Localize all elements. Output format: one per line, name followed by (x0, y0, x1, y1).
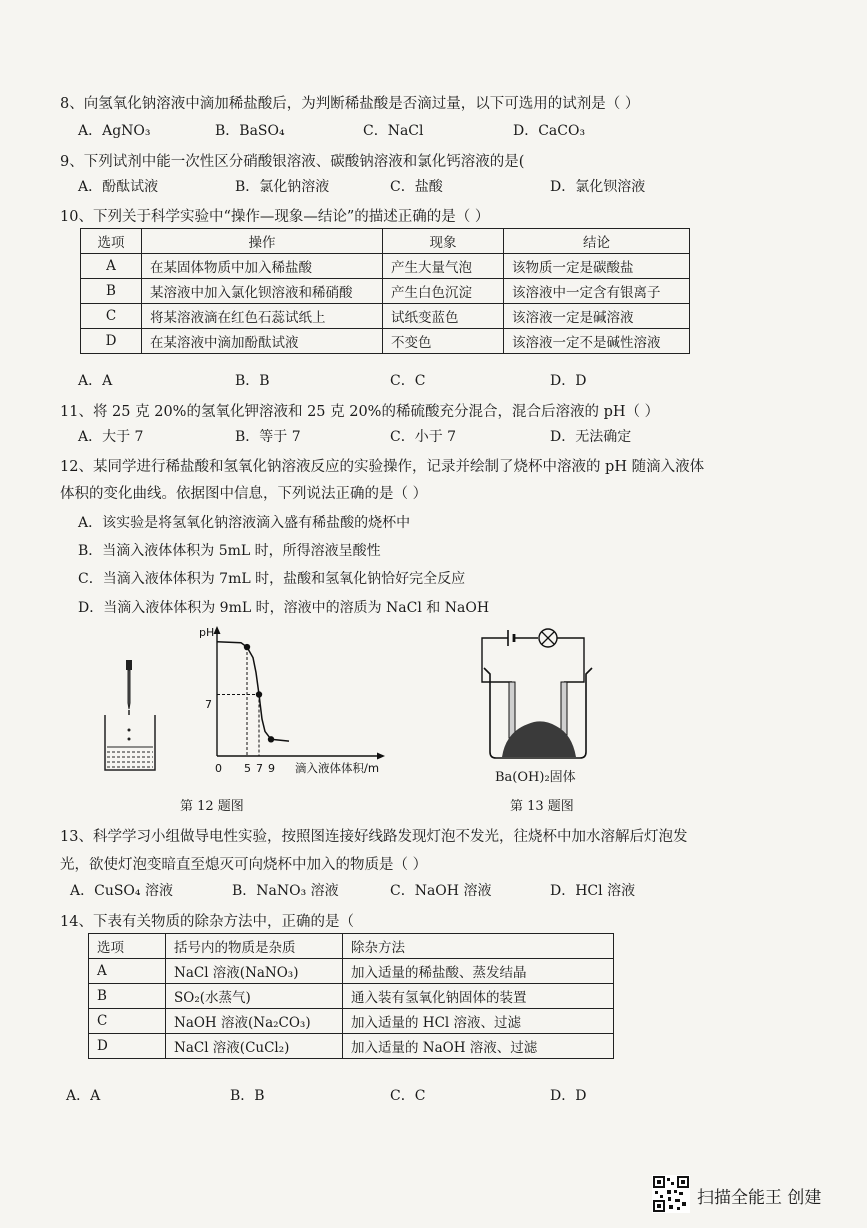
table-cell: 产生白色沉淀 (383, 279, 504, 304)
table-header-cell: 结论 (504, 229, 690, 254)
q12-option-a: A．该实验是将氢氧化钠溶液滴入盛有稀盐酸的烧杯中 (78, 515, 411, 531)
table-cell: D (89, 1034, 166, 1059)
table-header-cell: 选项 (81, 229, 142, 254)
table-cell: NaOH 溶液(Na₂CO₃) (166, 1009, 343, 1034)
q14-stem: 14、下表有关物质的除杂方法中，正确的是（ (60, 914, 354, 930)
q8-stem: 8、向氢氧化钠溶液中滴加稀盐酸后，为判断稀盐酸是否滴过量，以下可选用的试剂是（ ） (60, 96, 640, 112)
table-header-cell: 现象 (383, 229, 504, 254)
q9-stem: 9、下列试剂中能一次性区分硝酸银溶液、碳酸钠溶液和氯化钙溶液的是( (60, 154, 525, 170)
q11-option-b: B．等于 7 (235, 429, 301, 445)
table-cell: 将某溶液滴在红色石蕊试纸上 (142, 304, 383, 329)
scanner-watermark-text: 扫描全能王 创建 (697, 1188, 822, 1208)
q8-option-c: C．NaCl (363, 123, 424, 139)
qr-code-icon (652, 1175, 690, 1213)
q13-option-a: A．CuSO₄ 溶液 (70, 883, 173, 899)
q11-option-c: C．小于 7 (390, 429, 457, 445)
q11-option-a: A．大于 7 (78, 429, 144, 445)
table-row (89, 984, 614, 1009)
table-row (81, 254, 690, 279)
table-cell: 加入适量的 HCl 溶液、过滤 (343, 1009, 614, 1034)
q13-stem-line2: 光，欲使灯泡变暗直至熄灭可向烧杯中加入的物质是（ ） (60, 857, 428, 873)
dropper-beaker-illustration (95, 655, 165, 780)
q12-option-d: D．当滴入液体体积为 9mL 时，溶液中的溶质为 NaCl 和 NaOH (78, 600, 490, 616)
table-header-cell: 操作 (142, 229, 383, 254)
q12-stem-line1: 12、某同学进行稀盐酸和氢氧化钠溶液反应的实验操作，记录并绘制了烧杯中溶液的 pH 随滴入液体 (60, 459, 705, 475)
bulb-icon (539, 629, 557, 647)
table-cell: A (89, 959, 166, 984)
table-header-cell: 括号内的物质是杂质 (166, 934, 343, 959)
figure12-caption: 第 12 题图 (180, 799, 244, 814)
q9-option-d: D．氯化钡溶液 (550, 179, 646, 195)
point-x9 (268, 736, 274, 742)
q13-stem-line1: 13、科学学习小组做导电性实验，按照图连接好线路发现灯泡不发光，往烧杯中加水溶解后灯泡发 (60, 829, 688, 845)
q9-option-a: A．酚酞试液 (78, 179, 159, 195)
table-cell: 产生大量气泡 (383, 254, 504, 279)
table-header-row (81, 229, 690, 254)
q8-option-d: D．CaCO₃ (513, 123, 586, 139)
q11-stem: 11、将 25 克 20%的氢氧化钾溶液和 25 克 20%的稀硫酸充分混合，混合后溶液的 pH（ ） (60, 404, 660, 420)
table-row (81, 279, 690, 304)
point-x7 (256, 691, 262, 697)
table-cell: 通入装有氢氧化钠固体的装置 (343, 984, 614, 1009)
table-cell: B (89, 984, 166, 1009)
table-cell: 该溶液一定不是碱性溶液 (504, 329, 690, 354)
table-cell: 不变色 (383, 329, 504, 354)
q10-stem: 10、下列关于科学实验中“操作—现象—结论”的描述正确的是（ ） (60, 209, 490, 225)
x-axis-arrow (377, 753, 385, 760)
left-electrode (509, 682, 515, 738)
x-axis-label: 滴入液体体积/m (295, 761, 380, 775)
q9-option-c: C．盐酸 (390, 179, 443, 195)
q14-table (88, 933, 614, 1059)
q12-option-b: B．当滴入液体体积为 5mL 时，所得溶液呈酸性 (78, 543, 381, 559)
q13-option-c: C．NaOH 溶液 (390, 883, 492, 899)
q8-option-b: B．BaSO₄ (215, 123, 285, 139)
figure13-caption: 第 13 题图 (510, 799, 574, 814)
table-header-cell: 除杂方法 (343, 934, 614, 959)
table-cell: 某溶液中加入氯化钡溶液和稀硝酸 (142, 279, 383, 304)
table-cell: B (81, 279, 142, 304)
table-header-row (89, 934, 614, 959)
q10-option-d: D．D (550, 373, 587, 389)
table-cell: 加入适量的 NaOH 溶液、过滤 (343, 1034, 614, 1059)
table-cell: C (89, 1009, 166, 1034)
x-origin-label: 0 (215, 762, 222, 775)
table-cell: A (81, 254, 142, 279)
table-row (81, 329, 690, 354)
table-row (81, 304, 690, 329)
table-cell: 试纸变蓝色 (383, 304, 504, 329)
ph-curve-chart (195, 618, 395, 780)
table-cell: 在某固体物质中加入稀盐酸 (142, 254, 383, 279)
point-x5 (244, 644, 250, 650)
q14-option-b: B．B (230, 1088, 265, 1104)
q10-option-b: B．B (235, 373, 270, 389)
table-cell: 该物质一定是碳酸盐 (504, 254, 690, 279)
table-cell: 该溶液一定是碱溶液 (504, 304, 690, 329)
table-cell: C (81, 304, 142, 329)
table-row (89, 1009, 614, 1034)
q12-option-c: C．当滴入液体体积为 7mL 时，盐酸和氢氧化钠恰好完全反应 (78, 571, 466, 587)
table-cell: SO₂(水蒸气) (166, 984, 343, 1009)
y-axis-arrow (214, 626, 221, 634)
q11-option-d: D．无法确定 (550, 429, 632, 445)
figure13-solid-label: Ba(OH)₂固体 (495, 770, 576, 785)
q10-option-c: C．C (390, 373, 426, 389)
table-cell: 加入适量的稀盐酸、蒸发结晶 (343, 959, 614, 984)
x-tick-label-9: 9 (268, 762, 275, 775)
q14-option-a: A．A (66, 1088, 101, 1104)
table-cell: NaCl 溶液(CuCl₂) (166, 1034, 343, 1059)
table-cell: D (81, 329, 142, 354)
table-cell: NaCl 溶液(NaNO₃) (166, 959, 343, 984)
y-tick-label: 7 (205, 698, 212, 711)
y-axis-label: pH (199, 626, 215, 639)
table-cell: 该溶液中一定含有银离子 (504, 279, 690, 304)
x-tick-label-7: 7 (256, 762, 263, 775)
table-row (89, 959, 614, 984)
q12-stem-line2: 体积的变化曲线。依据图中信息，下列说法正确的是（ ） (60, 486, 428, 502)
q9-option-b: B．氯化钠溶液 (235, 179, 330, 195)
x-tick-label-5: 5 (244, 762, 251, 775)
q10-table (80, 228, 690, 354)
q10-option-a: A．A (78, 373, 113, 389)
conductivity-apparatus (470, 620, 610, 790)
q14-option-d: D．D (550, 1088, 587, 1104)
table-row (89, 1034, 614, 1059)
table-header-cell: 选项 (89, 934, 166, 959)
table-cell: 在某溶液中滴加酚酞试液 (142, 329, 383, 354)
q14-option-c: C．C (390, 1088, 426, 1104)
q8-option-a: A．AgNO₃ (78, 123, 151, 139)
right-electrode (561, 682, 567, 738)
q13-option-b: B．NaNO₃ 溶液 (232, 883, 339, 899)
ph-curve-line (217, 642, 289, 741)
q13-option-d: D．HCl 溶液 (550, 883, 636, 899)
